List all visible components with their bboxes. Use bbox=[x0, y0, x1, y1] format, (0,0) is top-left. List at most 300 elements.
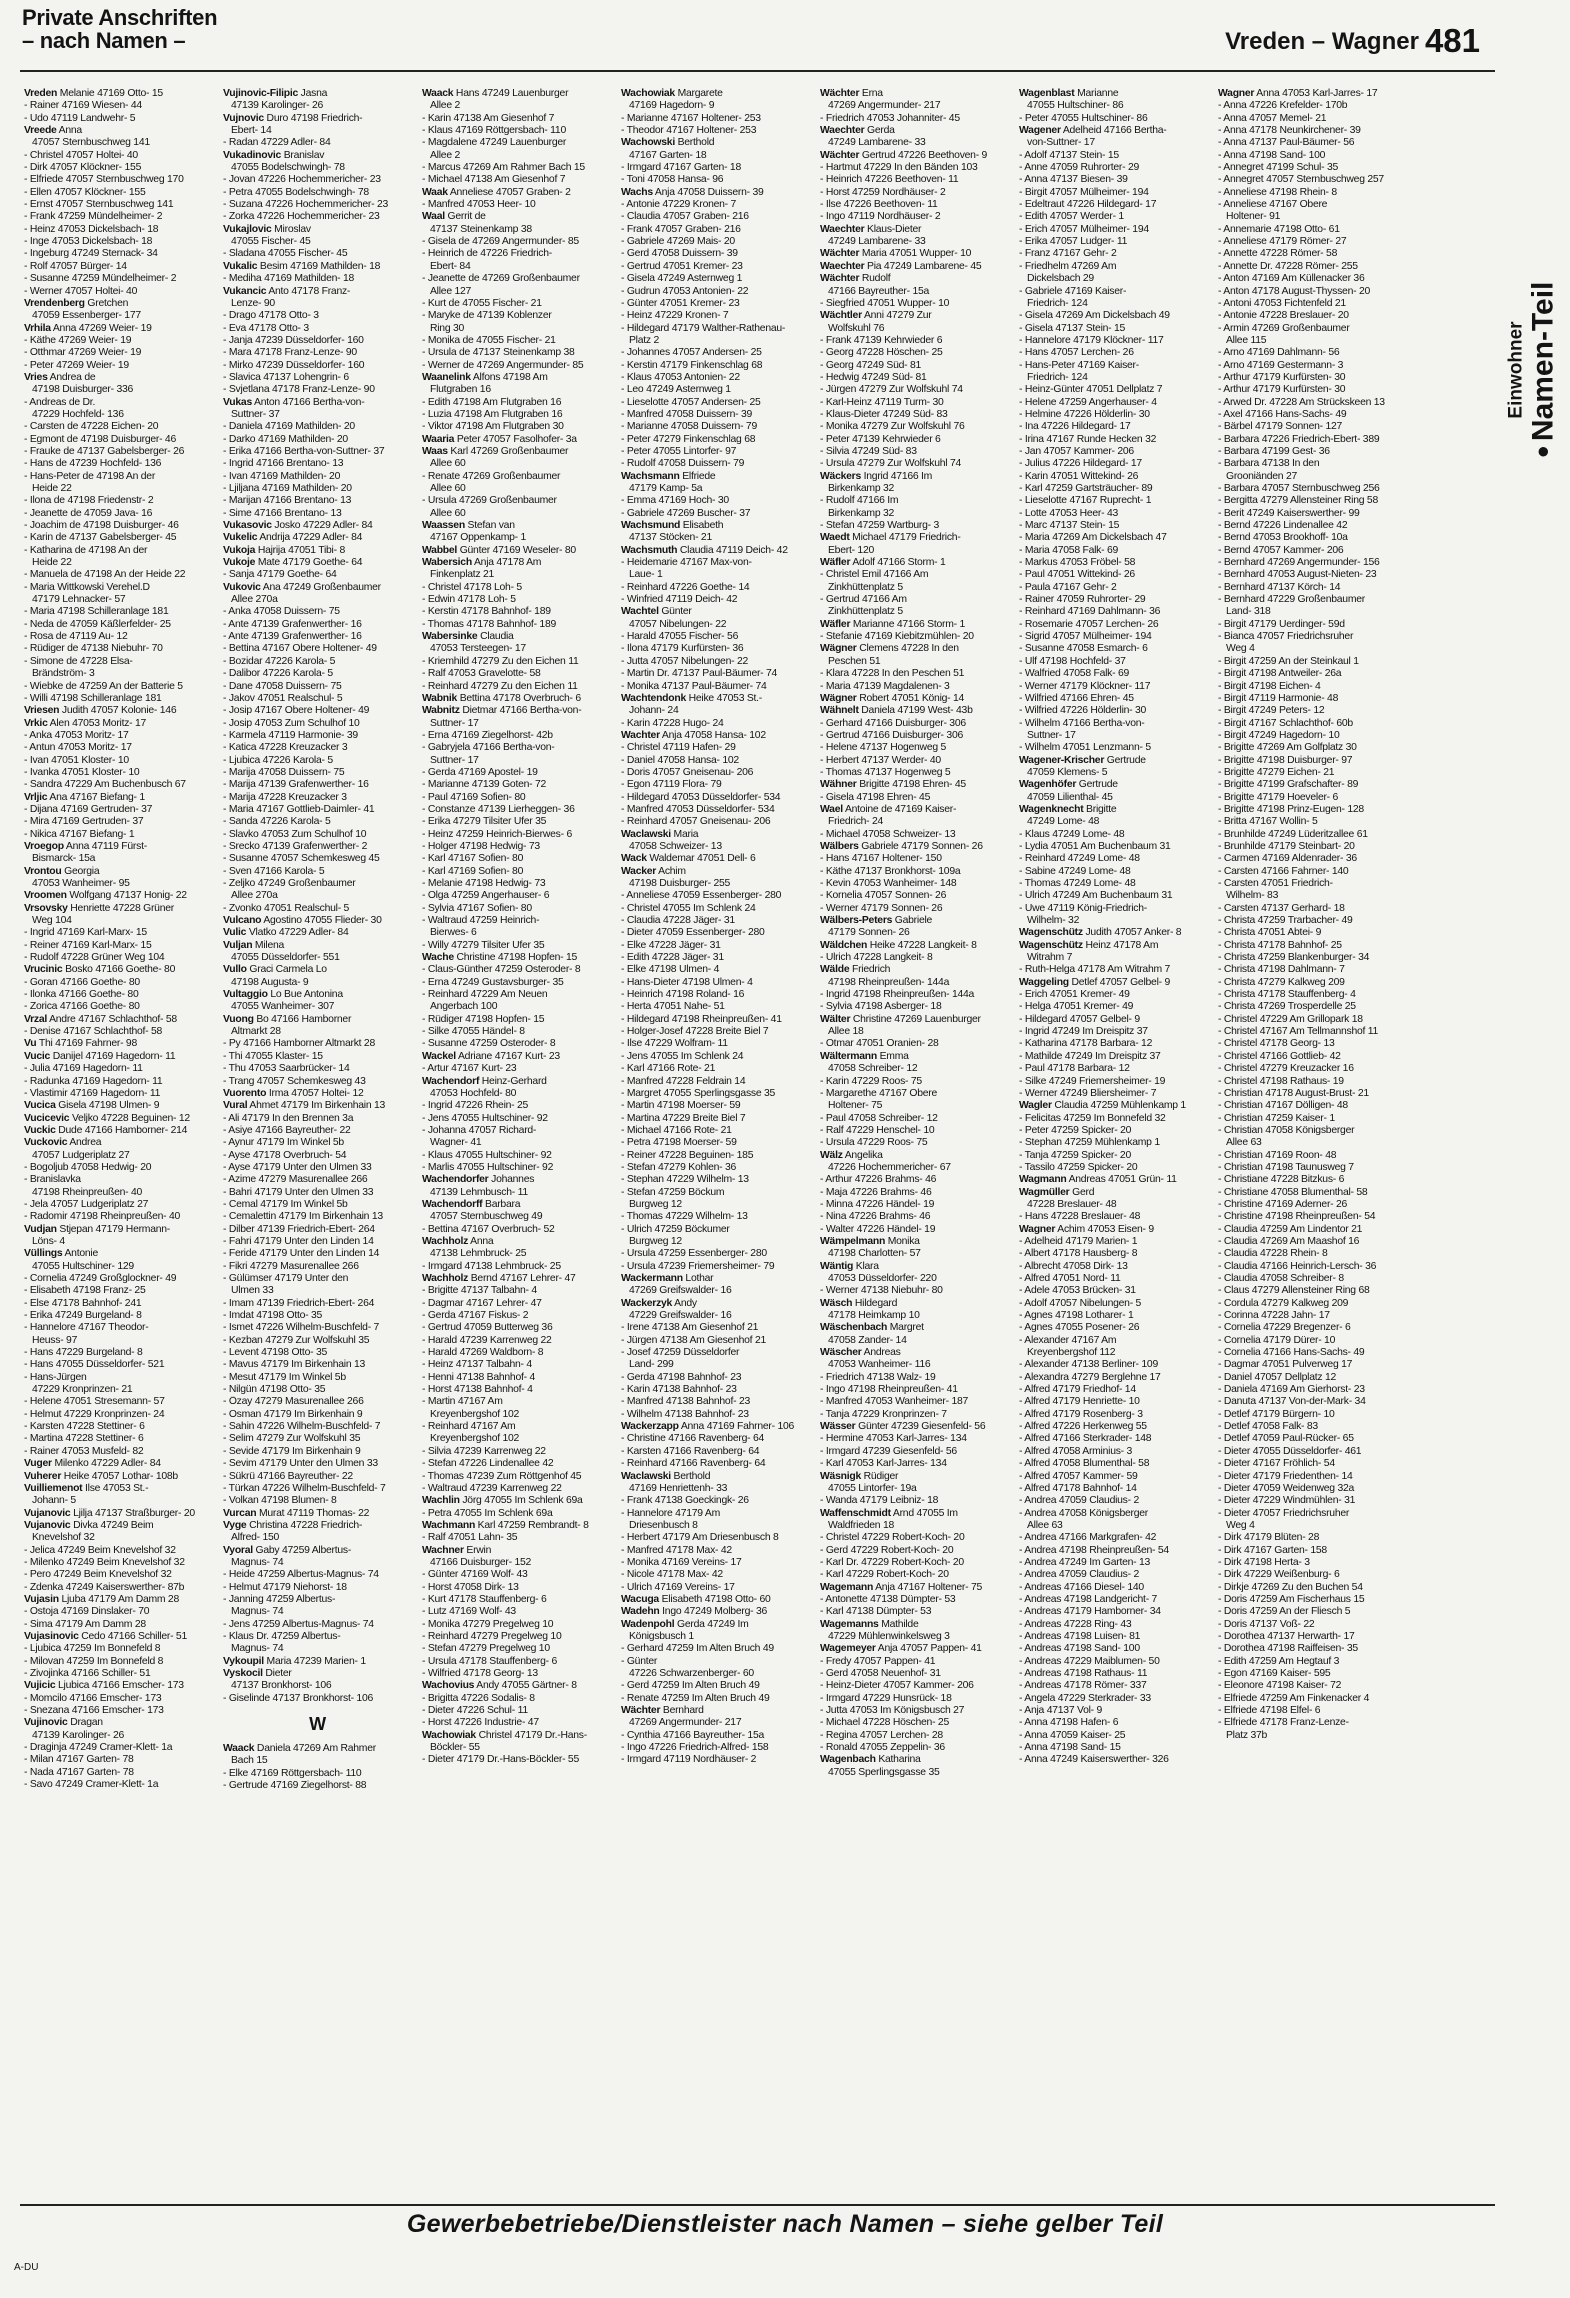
directory-entry: - Alfred 47179 Henriette- 10 bbox=[1019, 1396, 1140, 1408]
directory-entry: - Ilse 47226 Beethoven- 11 bbox=[820, 199, 938, 211]
directory-entry: - Darko 47169 Mathilden- 20 bbox=[223, 433, 348, 445]
surname: Wälbers bbox=[820, 840, 859, 852]
surname: Waclawski bbox=[621, 1470, 671, 1482]
surname: Wagler bbox=[1019, 1100, 1052, 1112]
surname: Wagenhöfer bbox=[1019, 779, 1077, 791]
directory-entry: - Christa 47259 Trarbacher- 49 bbox=[1218, 915, 1353, 927]
directory-entry: - Dijana 47169 Gertruden- 37 bbox=[24, 803, 153, 815]
surname: Vucic bbox=[24, 1050, 51, 1062]
directory-entry: - Claudia 47269 Am Maashof 16 bbox=[1218, 1235, 1360, 1247]
directory-entry: - Christian 47167 Dölligen- 48 bbox=[1218, 1100, 1348, 1112]
directory-entry-surname: Waack Hans 47249 Lauenburger bbox=[422, 88, 569, 99]
directory-entry: - Artur 47167 Kurt- 23 bbox=[422, 1063, 517, 1075]
directory-entry: - Andrea 47166 Markgrafen- 42 bbox=[1019, 1532, 1157, 1544]
directory-entry-surname: Waechter Pia 47249 Lambarene- 45 bbox=[820, 260, 982, 272]
surname: Wagmüller bbox=[1019, 1186, 1070, 1198]
directory-entry: - Janning 47259 Albertus- bbox=[223, 1593, 336, 1605]
directory-entry: - Michael 47138 Am Giesenhof 7 bbox=[422, 174, 566, 186]
directory-entry: - Hans-Peter 47169 Kaiser- bbox=[1019, 359, 1139, 371]
surname: Wachtel bbox=[621, 606, 659, 618]
directory-entry: - Daniela 47169 Mathilden- 20 bbox=[223, 421, 355, 433]
directory-entry: - Ellen 47057 Klöckner- 155 bbox=[24, 186, 146, 198]
surname: Vrsovsky bbox=[24, 902, 68, 914]
directory-entry-surname: Vuger Milenko 47229 Adler- 84 bbox=[24, 1458, 161, 1470]
entry-continuation: Heide 22 bbox=[32, 483, 72, 494]
directory-entry: - Hans-Peter de 47198 An der bbox=[24, 470, 156, 482]
directory-entry: - Helene 47259 Angerhauser- 4 bbox=[1019, 396, 1157, 408]
directory-entry: - Thomas 47249 Lome- 48 bbox=[1019, 878, 1136, 889]
directory-entry-surname: Waechter Klaus-Dieter bbox=[820, 223, 922, 235]
directory-entry: - Reinhard 47169 Dahlmann- 36 bbox=[1019, 606, 1161, 618]
directory-entry: - Jan 47057 Kammer- 206 bbox=[1019, 445, 1134, 457]
directory-entry: - Alexandra 47279 Berglehne 17 bbox=[1019, 1371, 1161, 1383]
directory-entry: - Ilona 47179 Kurfürsten- 36 bbox=[621, 643, 744, 655]
directory-entry: - Christa 47269 Trosperdelle 25 bbox=[1218, 1001, 1356, 1013]
entry-continuation: Allee 63 bbox=[1027, 1519, 1063, 1531]
directory-entry: - Edith 47198 Am Flutgraben 16 bbox=[422, 396, 562, 408]
directory-entry: - Pero 47249 Beim Knevelshof 32 bbox=[24, 1569, 172, 1581]
directory-entry: - Ante 47139 Grafenwerther- 16 bbox=[223, 618, 362, 630]
directory-entry: - Branislavka bbox=[24, 1174, 81, 1186]
directory-entry: - Arthur 47226 Brahms- 46 bbox=[820, 1174, 937, 1186]
entry-continuation: Friedrich- 124 bbox=[1027, 297, 1088, 309]
directory-entry: - Christine 47169 Aderner- 26 bbox=[1218, 1198, 1348, 1210]
entry-continuation: Suttner- 37 bbox=[231, 408, 280, 420]
directory-entry: - Katica 47228 Kreuzacker 3 bbox=[223, 742, 348, 754]
directory-entry: - Drago 47178 Otto- 3 bbox=[223, 310, 319, 322]
directory-entry: - Hedwig 47249 Süd- 81 bbox=[820, 371, 927, 383]
surname: Vukoja bbox=[223, 544, 256, 556]
directory-entry: - Christel 47055 Im Schlenk 24 bbox=[621, 902, 756, 914]
directory-entry-surname: Vuong Bo 47166 Hamborner bbox=[223, 1013, 352, 1025]
directory-entry: - Marija 47228 Kreuzacker 3 bbox=[223, 791, 347, 803]
entry-continuation: Wilhelm- 83 bbox=[1226, 890, 1279, 902]
directory-entry: - Erika 47279 Tilsiter Ufer 35 bbox=[422, 816, 547, 828]
directory-entry-surname: Wachsmund Elisabeth bbox=[621, 520, 724, 532]
directory-entry: - Friedhelm 47269 Am bbox=[1019, 260, 1117, 272]
directory-entry-surname: Vrucinic Bosko 47166 Goethe- 80 bbox=[24, 964, 176, 976]
directory-entry: - Herbert 47137 Werder- 40 bbox=[820, 754, 941, 766]
entry-continuation: Lenze- 90 bbox=[231, 297, 275, 309]
directory-entry: - Gisela 47249 Asternweg 1 bbox=[621, 273, 743, 285]
surname: Vriesen bbox=[24, 705, 60, 717]
directory-entry-surname: Vries Andrea de bbox=[24, 371, 96, 383]
directory-entry: - Ismet 47226 Wilhelm-Buschfeld- 7 bbox=[223, 1322, 380, 1334]
directory-entry: - Andrea 47198 Rheinpreußen- 54 bbox=[1019, 1544, 1169, 1556]
directory-entry: - Horst 47259 Nordhäuser- 2 bbox=[820, 186, 946, 198]
directory-entry-surname: Waal Gerrit de bbox=[422, 211, 486, 223]
directory-entry: - Maria 47139 Magdalenen- 3 bbox=[820, 680, 950, 692]
surname: Vujasin bbox=[24, 1593, 59, 1605]
directory-entry-surname: Wägner Clemens 47228 In den bbox=[820, 643, 959, 655]
footer-rule bbox=[20, 2204, 1495, 2206]
directory-entry: - Barbara 47199 Gest- 36 bbox=[1218, 445, 1330, 457]
directory-entry: - Hildegard 47198 Rheinpreußen- 41 bbox=[621, 1013, 782, 1025]
directory-entry-surname: Vrontou Georgia bbox=[24, 865, 100, 877]
directory-entry: - Gülümser 47179 Unter den bbox=[223, 1273, 349, 1284]
directory-entry: - Detlef 47179 Bürgern- 10 bbox=[1218, 1408, 1335, 1420]
surname: Wägner bbox=[820, 692, 857, 704]
directory-entry-surname: Wagenschütz Heinz 47178 Am bbox=[1019, 939, 1159, 951]
entry-continuation: 47178 Heimkamp 10 bbox=[828, 1310, 920, 1322]
directory-entry: - Savo 47249 Cramer-Klett- 1a bbox=[24, 1779, 159, 1791]
directory-entry: - Manfred 47053 Heer- 10 bbox=[422, 199, 536, 211]
directory-entry: - Edith 47228 Jäger- 31 bbox=[621, 952, 724, 964]
directory-entry-surname: Vujnovic Duro 47198 Friedrich- bbox=[223, 112, 363, 124]
directory-entry: - Anneliese 47198 Rhein- 8 bbox=[1218, 186, 1337, 198]
surname: Wachtendonk bbox=[621, 692, 686, 704]
directory-entry: - Gerda 47169 Apostel- 19 bbox=[422, 766, 538, 778]
directory-entry: - Nilgün 47198 Otto- 35 bbox=[223, 1384, 326, 1396]
directory-entry: - Rudolf 47166 Im bbox=[820, 495, 899, 507]
directory-entry: - Adolf 47137 Stein- 15 bbox=[1019, 149, 1119, 161]
directory-entry: - Katharina de 47198 An der bbox=[24, 544, 148, 556]
directory-entry-surname: Wackerzyk Andy bbox=[621, 1297, 697, 1309]
directory-entry: - Dorothea 47198 Raiffeisen- 35 bbox=[1218, 1643, 1358, 1655]
directory-entry: - Walter 47226 Händel- 19 bbox=[820, 1223, 936, 1235]
surname: Vrljic bbox=[24, 791, 48, 803]
name-range: Vreden – Wagner bbox=[1225, 28, 1419, 55]
directory-entry: - Svjetlana 47178 Franz-Lenze- 90 bbox=[223, 384, 375, 396]
directory-entry: - Cornelia 47229 Bregenzer- 6 bbox=[1218, 1322, 1351, 1334]
directory-entry: - Klaus 47053 Antonien- 22 bbox=[621, 371, 740, 383]
directory-entry: - Reinhard 47279 Zu den Eichen 11 bbox=[422, 680, 578, 692]
directory-entry: - Walfried 47058 Falk- 69 bbox=[1019, 668, 1130, 680]
directory-entry: - Cornelia 47166 Hans-Sachs- 49 bbox=[1218, 1347, 1365, 1359]
directory-entry-surname: Vuherer Heike 47057 Lothar- 108b bbox=[24, 1470, 178, 1482]
directory-entry-surname: Waffenschmidt Arnd 47055 Im bbox=[820, 1507, 958, 1519]
directory-entry: - Josip 47053 Zum Schulhof 10 bbox=[223, 717, 360, 729]
directory-column bbox=[223, 88, 412, 2198]
directory-entry: - Claudia 47259 Am Lindentor 21 bbox=[1218, 1223, 1363, 1235]
directory-entry-surname: Wälbers-Peters Gabriele bbox=[820, 915, 933, 927]
surname: Vujanovic bbox=[24, 1507, 71, 1519]
entry-continuation: 47057 Ludgeriplatz 27 bbox=[32, 1149, 130, 1161]
directory-entry: - Frank 47139 Kehrwieder 6 bbox=[820, 334, 943, 346]
directory-entry: - Gabriele 47269 Buscher- 37 bbox=[621, 507, 751, 519]
surname: Waassen bbox=[422, 520, 465, 532]
directory-entry: - Elke 47169 Röttgersbach- 110 bbox=[223, 1767, 362, 1779]
surname: Wachovius bbox=[422, 1680, 475, 1692]
directory-entry: - Heidemarie 47167 Max-von- bbox=[621, 557, 752, 569]
directory-entry: - Gertrud 47166 Am bbox=[820, 594, 907, 606]
directory-entry: - Elisabeth 47198 Franz- 25 bbox=[24, 1285, 146, 1297]
directory-entry: - Imam 47139 Friedrich-Ebert- 264 bbox=[223, 1297, 375, 1309]
directory-entry-surname: Vreede Anna bbox=[24, 125, 82, 137]
directory-entry-surname: Vrkic Alen 47053 Moritz- 17 bbox=[24, 717, 147, 729]
directory-entry-surname: Wägner Robert 47051 König- 14 bbox=[820, 692, 965, 704]
directory-entry: - Maria 47198 Schilleranlage 181 bbox=[24, 606, 169, 618]
directory-entry: - Suzana 47226 Hochemmericher- 23 bbox=[223, 199, 389, 211]
directory-entry: - Elke 47198 Ulmen- 4 bbox=[621, 964, 720, 976]
directory-entry: - Marijan 47166 Brentano- 13 bbox=[223, 495, 352, 507]
directory-entry: - Dieter 47226 Schul- 11 bbox=[422, 1705, 528, 1717]
entry-continuation: 47053 Tersteegen- 17 bbox=[430, 643, 526, 655]
directory-entry: - Christa 47051 Abtei- 9 bbox=[1218, 927, 1322, 939]
directory-entry: - Antoni 47053 Fichtenfeld 21 bbox=[1218, 297, 1346, 309]
directory-entry: - Rudolf 47058 Duissern- 79 bbox=[621, 458, 745, 470]
directory-entry-surname: Vukovic Ana 47249 Großenbaumer bbox=[223, 581, 381, 593]
entry-continuation: 47228 Breslauer- 48 bbox=[1027, 1198, 1117, 1210]
directory-entry: - Brunhilde 47179 Steinbart- 20 bbox=[1218, 840, 1355, 852]
surname: Wagemann bbox=[820, 1581, 874, 1593]
directory-entry: - Christa 47279 Kalkweg 209 bbox=[1218, 976, 1345, 988]
directory-entry: - Elfriede 47057 Sternbuschweg 170 bbox=[24, 174, 184, 186]
directory-entry: - Ingrid 47169 Karl-Marx- 15 bbox=[24, 927, 147, 939]
directory-entry-surname: Vüllings Antonie bbox=[24, 1248, 98, 1260]
directory-entry: - Andrea 47059 Claudius- 2 bbox=[1019, 1495, 1140, 1507]
directory-entry: - Antonie 47229 Kronen- 7 bbox=[621, 199, 737, 211]
directory-entry: - Dorothea 47137 Herwarth- 17 bbox=[1218, 1630, 1355, 1642]
entry-continuation: 47229 Greifswalder- 16 bbox=[629, 1310, 732, 1322]
directory-entry: - Alfred 47166 Sterkrader- 148 bbox=[1019, 1433, 1152, 1445]
entry-continuation: Peschen 51 bbox=[828, 655, 881, 667]
directory-entry: - Jovan 47226 Hochemmericher- 23 bbox=[223, 174, 381, 186]
directory-entry-surname: Wachsmuth Claudia 47119 Deich- 42 bbox=[621, 544, 788, 556]
directory-entry: - Detlef 47059 Paul-Rücker- 65 bbox=[1218, 1433, 1354, 1445]
directory-entry-surname: Wagenhöfer Gertrude bbox=[1019, 779, 1118, 791]
directory-entry: - Sabine 47249 Lome- 48 bbox=[1019, 865, 1131, 877]
directory-entry: - Brigitte 47199 Grafschafter- 89 bbox=[1218, 779, 1359, 791]
surname: Waechter bbox=[820, 260, 865, 272]
entry-continuation: 47179 Sonnen- 26 bbox=[828, 927, 910, 939]
entry-continuation: 47055 Sperlingsgasse 35 bbox=[828, 1766, 940, 1778]
directory-entry: - Barbara 47057 Sternbuschweg 256 bbox=[1218, 483, 1380, 494]
directory-entry: - Maria Wittkowski Verehel.D bbox=[24, 581, 150, 593]
directory-entry: - Hans 47229 Burgeland- 8 bbox=[24, 1347, 143, 1359]
directory-entry: - Willy 47279 Tilsiter Ufer 35 bbox=[422, 939, 545, 951]
entry-continuation: 47055 Hultschiner- 129 bbox=[32, 1260, 134, 1272]
directory-entry: - Ursula de 47137 Steinenkamp 38 bbox=[422, 347, 575, 359]
directory-entry: - Christa 47178 Bahnhof- 25 bbox=[1218, 939, 1342, 951]
directory-entry: - Arno 47169 Dahlmann- 56 bbox=[1218, 347, 1340, 359]
directory-entry: - Sven 47166 Karola- 5 bbox=[223, 865, 325, 877]
surname: Vulcano bbox=[223, 915, 262, 927]
surname: Vries bbox=[24, 371, 48, 383]
surname: Waak bbox=[422, 186, 448, 198]
directory-entry: - Birgit 47057 Mülheimer- 194 bbox=[1019, 186, 1149, 198]
directory-entry: - Karl 47053 Karl-Jarres- 134 bbox=[820, 1458, 947, 1470]
surname: Wagmann bbox=[1019, 1174, 1067, 1186]
directory-entry: - Hildegard 47057 Gelbel- 9 bbox=[1019, 1013, 1140, 1025]
directory-entry: - Edith 47057 Werder- 1 bbox=[1019, 211, 1124, 223]
surname: Wadenpohl bbox=[621, 1618, 675, 1630]
directory-entry-surname: Wadehn Ingo 47249 Molberg- 36 bbox=[621, 1606, 768, 1618]
surname: Wächter bbox=[621, 1705, 661, 1717]
directory-entry: - Andreas 47198 Landgericht- 7 bbox=[1019, 1593, 1158, 1605]
directory-entry: - Kezban 47279 Zur Wolfskuhl 35 bbox=[223, 1334, 370, 1346]
entry-continuation: Bach 15 bbox=[231, 1755, 268, 1767]
directory-entry: - Karin 47138 Am Giesenhof 7 bbox=[422, 112, 555, 124]
surname: Wägner bbox=[820, 643, 857, 655]
directory-entry: - Sylvia 47167 Sofien- 80 bbox=[422, 902, 532, 914]
directory-entry: - Dagmar 47051 Pulverweg 17 bbox=[1218, 1359, 1353, 1371]
surname: Vucicevic bbox=[24, 1112, 70, 1124]
directory-entry: - Werner 47138 Niebuhr- 80 bbox=[820, 1285, 943, 1297]
directory-entry: - Marianne 47167 Holtener- 253 bbox=[621, 112, 761, 124]
directory-entry: - Joachim de 47198 Duisburger- 46 bbox=[24, 520, 179, 532]
surname: Wagemanns bbox=[820, 1618, 879, 1630]
directory-entry: - Stefan 47259 Böckum bbox=[621, 1186, 725, 1198]
directory-entry: - Günter bbox=[621, 1655, 658, 1667]
directory-entry: - Andrea 47058 Königsberger bbox=[1019, 1507, 1149, 1519]
entry-continuation: Grooniänden 27 bbox=[1226, 470, 1298, 482]
directory-entry: - Werner 47179 Klöckner- 117 bbox=[1019, 680, 1151, 692]
directory-entry: - Carsten 47166 Fahrner- 140 bbox=[1218, 865, 1349, 877]
directory-entry: - Birgit 47198 Antweiler- 26a bbox=[1218, 668, 1342, 680]
surname: Wäsch bbox=[820, 1297, 853, 1309]
directory-entry: - Annegret 47057 Sternbuschweg 257 bbox=[1218, 174, 1384, 186]
directory-entry: - Imdat 47198 Otto- 35 bbox=[223, 1310, 323, 1322]
directory-entry-surname: Vucica Gisela 47198 Ulmen- 9 bbox=[24, 1100, 160, 1112]
directory-entry-surname: Vukalic Besim 47169 Mathilden- 18 bbox=[223, 260, 381, 272]
directory-entry: - Armin 47269 Großenbaumer bbox=[1218, 322, 1350, 334]
surname: Wachmann bbox=[422, 1519, 476, 1531]
directory-entry: - Gertrud 47059 Butterweg 36 bbox=[422, 1322, 553, 1334]
directory-entry: - Trang 47057 Schemkesweg 43 bbox=[223, 1075, 366, 1087]
directory-entry: - Daniel 47058 Hansa- 102 bbox=[621, 754, 739, 766]
directory-entry: - Aynur 47179 Im Winkel 5b bbox=[223, 1137, 344, 1149]
directory-entry: - Silvia 47239 Karrenweg 22 bbox=[422, 1445, 546, 1457]
directory-entry: - Karsten 47228 Stettiner- 6 bbox=[24, 1421, 145, 1433]
surname: Wabbel bbox=[422, 544, 458, 556]
directory-entry-surname: Wachholz Bernd 47167 Lehrer- 47 bbox=[422, 1273, 576, 1284]
directory-entry: - Zorica 47166 Goethe- 80 bbox=[24, 1001, 140, 1013]
directory-entry-surname: Vultaggio Lo Bue Antonina bbox=[223, 989, 343, 1001]
directory-entry: - Peter 47279 Finkenschlag 68 bbox=[621, 433, 756, 445]
directory-entry: - Zivojinka 47166 Schiller- 51 bbox=[24, 1668, 151, 1679]
directory-entry: - Gabryjela 47166 Bertha-von- bbox=[422, 742, 555, 754]
directory-entry: - Rainer 47169 Wiesen- 44 bbox=[24, 100, 142, 112]
directory-entry-surname: Wäfler Adolf 47166 Storm- 1 bbox=[820, 557, 946, 569]
surname: Waclawski bbox=[621, 828, 671, 840]
directory-entry: - Sükrü 47166 Bayreuther- 22 bbox=[223, 1470, 353, 1482]
directory-entry: - Susanne 47259 Osteroder- 8 bbox=[422, 1038, 556, 1050]
directory-entry: - Paul 47169 Sofien- 80 bbox=[422, 791, 526, 803]
surname: Vreden bbox=[24, 88, 58, 99]
bullet-icon: ● bbox=[1529, 445, 1555, 459]
surname: Wachowski bbox=[621, 137, 675, 149]
directory-entry-surname: Vriesen Judith 47057 Kolonie- 146 bbox=[24, 705, 177, 717]
section-letter: W bbox=[309, 1714, 326, 1735]
directory-entry: - Ulf 47198 Hochfeld- 37 bbox=[1019, 655, 1126, 667]
surname: Vujinovic bbox=[24, 1717, 68, 1729]
directory-entry: - Maja 47226 Brahms- 46 bbox=[820, 1186, 932, 1198]
entry-continuation: Burgweg 12 bbox=[629, 1235, 682, 1247]
directory-entry: - Ingeburg 47249 Sternack- 34 bbox=[24, 248, 158, 260]
directory-entry: - Annette Dr. 47228 Römer- 255 bbox=[1218, 260, 1358, 272]
directory-entry-surname: Wälz Angelika bbox=[820, 1149, 883, 1161]
entry-continuation: 47055 Hultschiner- 86 bbox=[1027, 100, 1124, 112]
entry-continuation: Allee 60 bbox=[430, 483, 466, 494]
surname: Wachendorfer bbox=[422, 1174, 489, 1186]
directory-entry: - Birgit 47249 Peters- 12 bbox=[1218, 705, 1325, 717]
directory-entry: - Heinz 47259 Heinrich-Bierwes- 6 bbox=[422, 828, 572, 840]
directory-entry-surname: Vurcan Murat 47119 Thomas- 22 bbox=[223, 1507, 370, 1519]
directory-entry: - Sevide 47179 Im Birkenhain 9 bbox=[223, 1445, 361, 1457]
directory-entry: - Hannelore 47167 Theodor- bbox=[24, 1322, 149, 1334]
directory-entry: - Hildegard 47179 Walther-Rathenau- bbox=[621, 322, 786, 334]
directory-entry: - Heinz-Dieter 47057 Kammer- 206 bbox=[820, 1680, 974, 1692]
directory-entry-surname: Wäschenbach Margret bbox=[820, 1322, 924, 1334]
directory-entry: - Alexander 47167 Am bbox=[1019, 1334, 1117, 1346]
directory-entry-surname: Wächtler Anni 47279 Zur bbox=[820, 310, 932, 322]
directory-entry: - Cemalettin 47179 Im Birkenhain 13 bbox=[223, 1211, 383, 1223]
entry-continuation: 47057 Sternbuschweg 141 bbox=[32, 137, 150, 149]
directory-entry: - Birgit 47179 Uerdinger- 59d bbox=[1218, 618, 1345, 630]
directory-entry: - Ingrid 47226 Rhein- 25 bbox=[422, 1100, 529, 1112]
directory-entry: - Reinhard 47279 Pregelweg 10 bbox=[422, 1630, 562, 1642]
directory-entry: - Reinhard 47226 Goethe- 14 bbox=[621, 581, 750, 593]
surname: Wässer bbox=[820, 1421, 856, 1433]
directory-entry: - Josef 47259 Düsseldorfer bbox=[621, 1347, 740, 1359]
directory-entry: - Ursula 47279 Zur Wolfskuhl 74 bbox=[820, 458, 962, 470]
surname: Wäschenbach bbox=[820, 1322, 888, 1334]
surname: Vucica bbox=[24, 1100, 56, 1112]
directory-entry: - Selim 47279 Zur Wolfskuhl 35 bbox=[223, 1433, 361, 1445]
surname: Wäldchen bbox=[820, 939, 868, 951]
directory-entry-surname: Waclawski Berthold bbox=[621, 1470, 711, 1482]
directory-entry: - Karl 47259 Gartsträucher- 89 bbox=[1019, 483, 1153, 494]
directory-entry: - Rolf 47057 Bürger- 14 bbox=[24, 260, 127, 272]
directory-entry: - Waltraud 47259 Heinrich- bbox=[422, 915, 540, 927]
directory-entry: - Winfried 47119 Deich- 42 bbox=[621, 594, 738, 606]
entry-continuation: Ring 30 bbox=[430, 322, 465, 334]
directory-entry: - Ostoja 47169 Dinslaker- 70 bbox=[24, 1606, 150, 1618]
directory-entry: - Christine 47198 Rheinpreußen- 54 bbox=[1218, 1211, 1376, 1223]
entry-continuation: 47059 Lilienthal- 45 bbox=[1027, 791, 1113, 803]
surname: Vroomen bbox=[24, 890, 67, 902]
directory-entry: - Erich 47057 Mülheimer- 194 bbox=[1019, 223, 1149, 235]
directory-entry: - Rudolf 47228 Grüner Weg 104 bbox=[24, 952, 165, 964]
directory-entry: - Gerda 47198 Bahnhof- 23 bbox=[621, 1371, 742, 1383]
directory-entry: - Mathilde 47249 Im Dreispitz 37 bbox=[1019, 1050, 1161, 1062]
surname: Wächter bbox=[820, 88, 860, 99]
directory-entry: - Radomir 47198 Rheinpreußen- 40 bbox=[24, 1211, 181, 1223]
directory-entry: - Ruth-Helga 47178 Am Witrahm 7 bbox=[1019, 964, 1171, 976]
directory-entry: - Barbara 47226 Friedrich-Ebert- 389 bbox=[1218, 433, 1380, 445]
directory-entry: - Hartmut 47229 In den Bänden 103 bbox=[820, 162, 978, 174]
directory-entry-surname: Vuckic Dude 47166 Hamborner- 214 bbox=[24, 1124, 188, 1136]
directory-entry: - Regina 47057 Lerchen- 28 bbox=[820, 1729, 943, 1741]
directory-entry: - Anna 47178 Neunkirchener- 39 bbox=[1218, 125, 1361, 137]
directory-entry: - Anton 47169 Am Küllenacker 36 bbox=[1218, 273, 1365, 285]
surname: Wachsmuth bbox=[621, 544, 678, 556]
directory-entry: - Arwed Dr. 47228 Am Strückskeen 13 bbox=[1218, 396, 1385, 408]
directory-entry: - Ulrich 47249 Am Buchenbaum 31 bbox=[1019, 890, 1173, 902]
directory-entry: - Paul 47058 Schreiber- 12 bbox=[820, 1112, 938, 1124]
directory-entry: - Anna 47137 Biesen- 39 bbox=[1019, 174, 1128, 186]
directory-entry: - Monika 47279 Zur Wolfskuhl 76 bbox=[820, 421, 965, 433]
directory-entry: - Hannelore 47179 Klöckner- 117 bbox=[1019, 334, 1164, 346]
directory-entry: - Egon 47169 Kaiser- 595 bbox=[1218, 1668, 1331, 1679]
entry-continuation: 47137 Steinenkamp 38 bbox=[430, 223, 532, 235]
directory-entry: - Anneliese 47059 Essenberger- 280 bbox=[621, 890, 782, 902]
directory-entry: - Horst 47058 Dirk- 13 bbox=[422, 1581, 519, 1593]
entry-continuation: Zinkhüttenplatz 5 bbox=[828, 581, 903, 593]
surname: Wachlin bbox=[422, 1495, 460, 1507]
surname: Wacuga bbox=[621, 1593, 659, 1605]
directory-entry: - Brigitte 47279 Eichen- 21 bbox=[1218, 766, 1335, 778]
directory-entry: - Sigrid 47057 Mülheimer- 194 bbox=[1019, 631, 1152, 643]
directory-entry: - Mira 47169 Gertruden- 37 bbox=[24, 816, 144, 828]
directory-entry: - Sima 47179 Am Damm 28 bbox=[24, 1618, 146, 1630]
directory-entry: - Sanja 47179 Goethe- 64 bbox=[223, 569, 337, 581]
directory-entry: - Olga 47259 Angerhauser- 6 bbox=[422, 890, 550, 902]
directory-entry: - Helmine 47226 Hölderlin- 30 bbox=[1019, 408, 1150, 420]
directory-entry-surname: Wachner Erwin bbox=[422, 1544, 492, 1556]
directory-entry-surname: Vreden Melanie 47169 Otto- 15 bbox=[24, 88, 163, 99]
